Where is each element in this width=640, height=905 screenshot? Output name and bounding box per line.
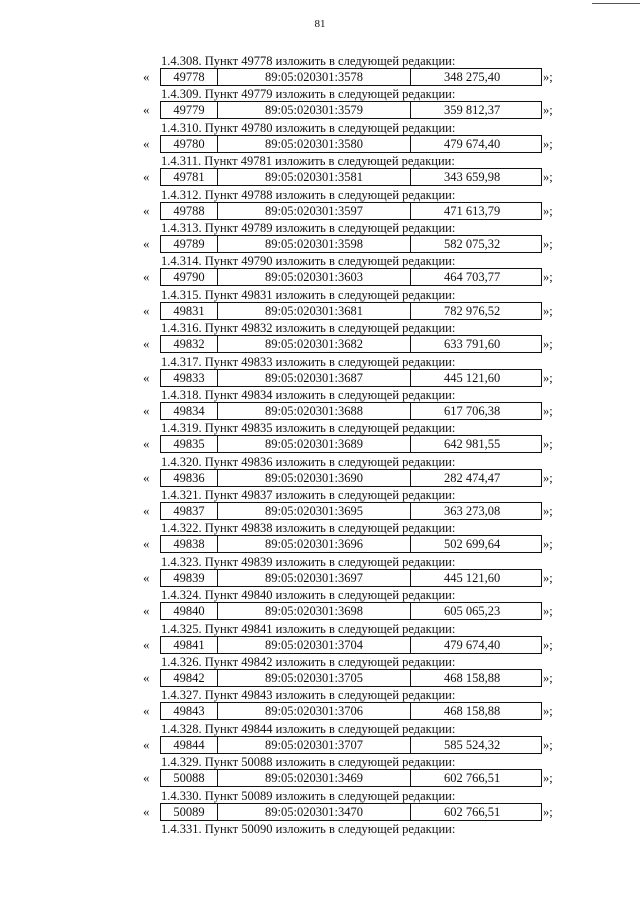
cadastral-number-cell: 89:05:020301:3681 [218,303,411,319]
amendment-heading: 1.4.323. Пункт 49839 изложить в следующей редакции: [161,554,456,569]
record-number-cell: 49778 [161,69,218,85]
value-cell: 348 275,40 [444,70,501,84]
cadastral-number-cell: 89:05:020301:3598 [218,236,411,252]
quote-open: « [143,670,150,686]
record-number-cell: 49835 [161,436,218,452]
record-table [160,135,542,153]
cadastral-number-cell: 89:05:020301:3469 [218,770,411,786]
amendment-entry [0,221,640,254]
record-table [160,502,542,520]
record-table [160,68,542,86]
record-table [160,569,542,587]
table-row [0,602,640,620]
amendment-entry [0,789,640,822]
table-row [0,569,640,587]
amendment-entry [0,722,640,755]
amendment-heading: 1.4.314. Пункт 49790 изложить в следующей редакции: [161,254,456,269]
table-row [0,669,640,687]
amendment-heading: 1.4.318. Пункт 49834 изложить в следующей редакции: [161,387,456,402]
record-table [160,402,542,420]
quote-close: »; [543,637,553,652]
value-cell: 585 524,32 [444,737,501,752]
value-cell: 471 613,79 [444,203,501,218]
amendment-heading: 1.4.315. Пункт 49831 изложить в следующей редакции: [161,287,456,302]
table-row [0,469,640,487]
record-table [160,602,542,620]
value-cell: 782 976,52 [444,303,501,318]
record-number-cell: 49840 [161,603,218,619]
record-table [160,202,542,220]
amendment-entry [0,688,640,721]
value-cell: 445 121,60 [444,570,501,585]
amendment-heading: 1.4.327. Пункт 49843 изложить в следующей редакции: [161,688,456,703]
quote-open: « [143,69,150,84]
cadastral-number-cell: 89:05:020301:3704 [218,637,411,653]
amendment-heading: 1.4.325. Пункт 49841 изложить в следующей редакции: [161,621,456,636]
record-table [160,435,542,453]
value-cell: 602 766,51 [444,804,501,819]
record-number-cell: 50088 [161,770,218,786]
amendment-heading: 1.4.319. Пункт 49835 изложить в следующей редакции: [161,421,456,436]
record-number-cell: 49838 [161,536,218,552]
quote-close: »; [543,103,553,118]
table-row [0,803,640,821]
record-number-cell: 49789 [161,236,218,252]
value-cell: 359 812,37 [444,103,501,118]
value-cell: 582 075,32 [444,236,501,251]
record-table [160,302,542,320]
value-cell: 502 699,64 [444,537,501,552]
record-table [160,669,542,687]
amendment-entry [0,54,640,87]
record-number-cell: 49834 [161,403,218,419]
table-row [0,68,640,86]
record-number-cell: 49843 [161,703,218,719]
amendment-entry [0,622,640,655]
record-table [160,101,542,119]
quote-close: »; [543,170,553,185]
page-number: 81 [314,18,326,30]
record-table [160,636,542,654]
quote-open: « [143,202,150,218]
amendment-entry [0,588,640,621]
quote-close: »; [543,203,553,218]
amendment-heading: 1.4.329. Пункт 50088 изложить в следующей редакции: [161,755,456,770]
quote-open: « [143,603,150,619]
quote-open: « [143,703,150,719]
cadastral-number-cell: 89:05:020301:3603 [218,269,411,285]
record-number-cell: 49839 [161,570,218,586]
value-cell: 282 474,47 [444,470,501,485]
amendment-entry [0,521,640,554]
amendment-entry [0,388,640,421]
quote-close: »; [543,537,553,552]
record-number-cell: 49781 [161,169,218,185]
table-row [0,202,640,220]
record-number-cell: 49837 [161,503,218,519]
quote-close: »; [543,771,553,786]
quote-close: »; [543,437,553,452]
record-table [160,736,542,754]
amendment-entry [0,121,640,154]
value-cell: 605 065,23 [444,604,501,619]
amendment-entry [0,421,640,454]
table-row [0,769,640,787]
quote-close: »; [543,236,553,251]
record-number-cell: 49836 [161,470,218,486]
value-cell: 363 273,08 [444,504,501,519]
amendment-heading: 1.4.312. Пункт 49788 изложить в следующей редакции: [161,187,456,202]
table-row [0,302,640,320]
amendment-list [0,54,640,855]
cadastral-number-cell: 89:05:020301:3597 [218,203,411,219]
quote-close: »; [543,337,553,352]
value-cell: 633 791,60 [444,337,501,352]
amendment-entry [0,555,640,588]
amendment-heading: 1.4.331. Пункт 50090 изложить в следующей редакции: [161,821,456,836]
amendment-entry [0,321,640,354]
quote-open: « [143,336,150,352]
cadastral-number-cell: 89:05:020301:3682 [218,336,411,352]
amendment-heading: 1.4.324. Пункт 49840 изложить в следующей редакции: [161,588,456,603]
table-row [0,702,640,720]
quote-close: »; [543,671,553,686]
amendment-entry [0,655,640,688]
table-row [0,235,640,253]
table-row [0,435,640,453]
record-number-cell: 49842 [161,670,218,686]
record-number-cell: 49790 [161,269,218,285]
amendment-heading: 1.4.311. Пункт 49781 изложить в следующей редакции: [161,154,455,169]
record-number-cell: 49841 [161,637,218,653]
cadastral-number-cell: 89:05:020301:3470 [218,804,411,820]
amendment-entry [0,154,640,187]
cadastral-number-cell: 89:05:020301:3578 [218,69,411,85]
record-number-cell: 49831 [161,303,218,319]
quote-open: « [143,503,150,519]
amendment-entry [0,455,640,488]
amendment-entry [0,288,640,321]
table-row [0,402,640,420]
table-row [0,535,640,553]
value-cell: 464 703,77 [444,270,501,285]
quote-open: « [143,402,150,418]
amendment-heading: 1.4.321. Пункт 49837 изложить в следующей редакции: [161,488,456,503]
table-row [0,101,640,119]
quote-open: « [143,469,150,485]
record-table [160,803,542,821]
amendment-heading: 1.4.322. Пункт 49838 изложить в следующей редакции: [161,521,456,536]
quote-close: »; [543,737,553,752]
amendment-entry-final [0,822,640,855]
cadastral-number-cell: 89:05:020301:3688 [218,403,411,419]
record-number-cell: 49844 [161,737,218,753]
amendment-heading: 1.4.330. Пункт 50089 изложить в следующей редакции: [161,788,456,803]
cadastral-number-cell: 89:05:020301:3690 [218,470,411,486]
quote-close: »; [543,370,553,385]
value-cell: 343 659,98 [444,170,501,185]
table-row [0,502,640,520]
quote-close: »; [543,604,553,619]
table-row [0,335,640,353]
amendment-heading: 1.4.310. Пункт 49780 изложить в следующей редакции: [161,120,456,135]
quote-open: « [143,436,150,452]
cadastral-number-cell: 89:05:020301:3705 [218,670,411,686]
quote-open: « [143,536,150,552]
record-number-cell: 49780 [161,136,218,152]
quote-close: »; [543,403,553,418]
quote-open: « [143,169,150,185]
quote-open: « [143,135,150,151]
quote-open: « [143,369,150,385]
corner-mark [592,3,640,4]
quote-open: « [143,569,150,585]
amendment-heading: 1.4.309. Пункт 49779 изложить в следующей редакции: [161,87,456,102]
table-row [0,369,640,387]
quote-close: »; [543,570,553,585]
record-table [160,702,542,720]
amendment-heading: 1.4.313. Пункт 49789 изложить в следующей редакции: [161,220,456,235]
value-cell: 642 981,55 [444,437,501,452]
record-table [160,369,542,387]
quote-close: »; [543,136,553,151]
quote-close: »; [543,303,553,318]
cadastral-number-cell: 89:05:020301:3695 [218,503,411,519]
cadastral-number-cell: 89:05:020301:3581 [218,169,411,185]
quote-open: « [143,770,150,786]
quote-close: »; [543,504,553,519]
quote-open: « [143,736,150,752]
cadastral-number-cell: 89:05:020301:3580 [218,136,411,152]
value-cell: 479 674,40 [444,637,501,652]
quote-close: »; [543,70,553,84]
value-cell: 479 674,40 [444,136,501,151]
table-row [0,636,640,654]
amendment-entry [0,87,640,120]
table-row [0,168,640,186]
value-cell: 468 158,88 [444,671,501,686]
record-table [160,335,542,353]
quote-open: « [143,803,150,819]
amendment-entry [0,254,640,287]
record-number-cell: 50089 [161,804,218,820]
record-table [160,535,542,553]
cadastral-number-cell: 89:05:020301:3579 [218,102,411,118]
amendment-entry [0,488,640,521]
quote-close: »; [543,270,553,285]
quote-close: »; [543,704,553,719]
amendment-heading: 1.4.328. Пункт 49844 изложить в следующей редакции: [161,721,456,736]
cadastral-number-cell: 89:05:020301:3689 [218,436,411,452]
value-cell: 602 766,51 [444,771,501,786]
cadastral-number-cell: 89:05:020301:3696 [218,536,411,552]
cadastral-number-cell: 89:05:020301:3698 [218,603,411,619]
quote-open: « [143,302,150,318]
quote-close: »; [543,470,553,485]
value-cell: 468 158,88 [444,704,501,719]
amendment-heading: 1.4.326. Пункт 49842 изложить в следующей редакции: [161,655,456,670]
amendment-heading: 1.4.320. Пункт 49836 изложить в следующей редакции: [161,454,456,469]
value-cell: 445 121,60 [444,370,501,385]
record-table [160,469,542,487]
record-table [160,235,542,253]
amendment-entry [0,188,640,221]
record-table [160,168,542,186]
amendment-entry [0,755,640,788]
record-number-cell: 49788 [161,203,218,219]
quote-open: « [143,269,150,285]
record-number-cell: 49833 [161,370,218,386]
record-table [160,268,542,286]
amendment-heading: 1.4.308. Пункт 49778 изложить в следующей редакции: [161,54,456,68]
cadastral-number-cell: 89:05:020301:3697 [218,570,411,586]
table-row [0,268,640,286]
quote-open: « [143,636,150,652]
amendment-heading: 1.4.316. Пункт 49832 изложить в следующей редакции: [161,321,456,336]
value-cell: 617 706,38 [444,403,501,418]
table-row [0,135,640,153]
cadastral-number-cell: 89:05:020301:3707 [218,737,411,753]
table-row [0,736,640,754]
record-number-cell: 49779 [161,102,218,118]
quote-open: « [143,102,150,118]
quote-open: « [143,235,150,251]
record-number-cell: 49832 [161,336,218,352]
quote-close: »; [543,804,553,819]
cadastral-number-cell: 89:05:020301:3706 [218,703,411,719]
amendment-entry [0,355,640,388]
amendment-heading: 1.4.317. Пункт 49833 изложить в следующей редакции: [161,354,456,369]
record-table [160,769,542,787]
cadastral-number-cell: 89:05:020301:3687 [218,370,411,386]
